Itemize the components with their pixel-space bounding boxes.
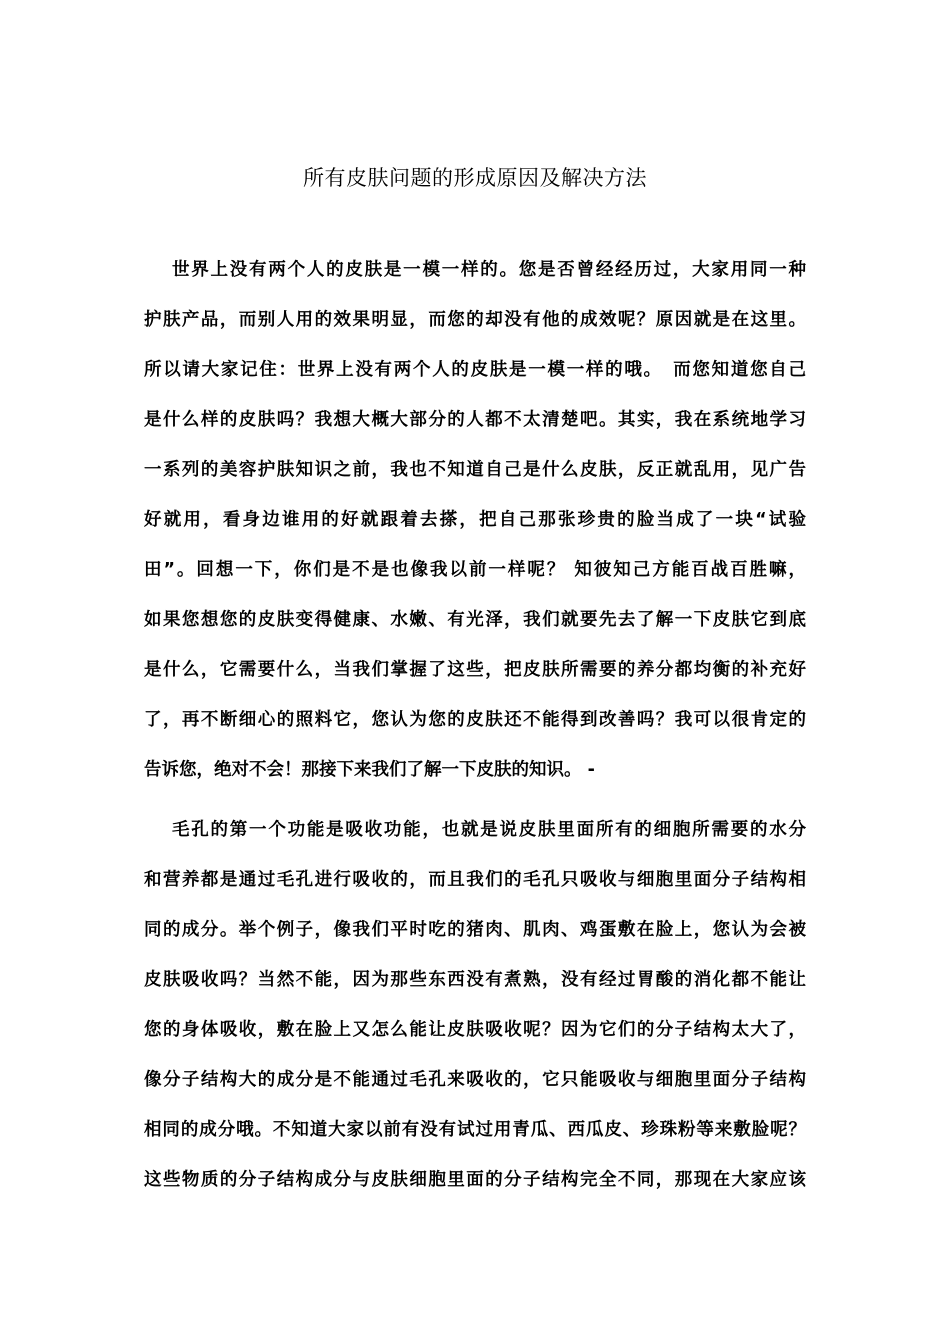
paragraph-line: 是什么，它需要什么，当我们掌握了这些，把皮肤所需要的养分都均衡的补充好 bbox=[144, 660, 806, 680]
paragraph-line: 如果您想您的皮肤变得健康、水嫩、有光泽，我们就要先去了解一下皮肤它到底 bbox=[144, 610, 806, 630]
paragraph-line: 和营养都是通过毛孔进行吸收的，而且我们的毛孔只吸收与细胞里面分子结构相 bbox=[144, 870, 806, 890]
paragraph-line: 毛孔的第一个功能是吸收功能，也就是说皮肤里面所有的细胞所需要的水分 bbox=[172, 820, 806, 840]
paragraph-line: 这些物质的分子结构成分与皮肤细胞里面的分子结构完全不同，那现在大家应该 bbox=[144, 1170, 806, 1190]
paragraph-line: 世界上没有两个人的皮肤是一模一样的。您是否曾经经历过，大家用同一种 bbox=[172, 260, 806, 280]
paragraph-line: 相同的成分哦。不知道大家以前有没有试过用青瓜、西瓜皮、珍珠粉等来敷脸呢？ bbox=[144, 1120, 806, 1140]
paragraph-line: 皮肤吸收吗？当然不能，因为那些东西没有煮熟，没有经过胃酸的消化都不能让 bbox=[144, 970, 806, 990]
paragraph-line: 告诉您，绝对不会！那接下来我们了解一下皮肤的知识。 - bbox=[144, 760, 595, 780]
paragraph-line: 是什么样的皮肤吗？我想大概大部分的人都不太清楚吧。其实，我在系统地学习 bbox=[144, 410, 806, 430]
paragraph-line: 护肤产品，而别人用的效果明显，而您的却没有他的成效呢？原因就是在这里。 bbox=[144, 310, 806, 330]
paragraph-line: 了，再不断细心的照料它，您认为您的皮肤还不能得到改善吗？我可以很肯定的 bbox=[144, 710, 806, 730]
paragraph-line: 好就用，看身边谁用的好就跟着去搽，把自己那张珍贵的脸当成了一块“试验 bbox=[144, 510, 806, 530]
paragraph-line: 同的成分。举个例子，像我们平时吃的猪肉、肌肉、鸡蛋敷在脸上，您认为会被 bbox=[144, 920, 806, 940]
paragraph-line: 您的身体吸收，敷在脸上又怎么能让皮肤吸收呢？因为它们的分子结构太大了， bbox=[144, 1020, 806, 1040]
paragraph-line: 像分子结构大的成分是不能通过毛孔来吸收的，它只能吸收与细胞里面分子结构 bbox=[144, 1070, 806, 1090]
paragraph-line: 一系列的美容护肤知识之前，我也不知道自己是什么皮肤，反正就乱用，见广告 bbox=[144, 460, 806, 480]
paragraph-line: 田”。回想一下，你们是不是也像我以前一样呢？ 知彼知己方能百战百胜嘛， bbox=[144, 560, 806, 580]
paragraph-line: 所以请大家记住：世界上没有两个人的皮肤是一模一样的哦。 而您知道您自己 bbox=[144, 360, 806, 380]
document-title: 所有皮肤问题的形成原因及解决方法 bbox=[303, 166, 647, 190]
